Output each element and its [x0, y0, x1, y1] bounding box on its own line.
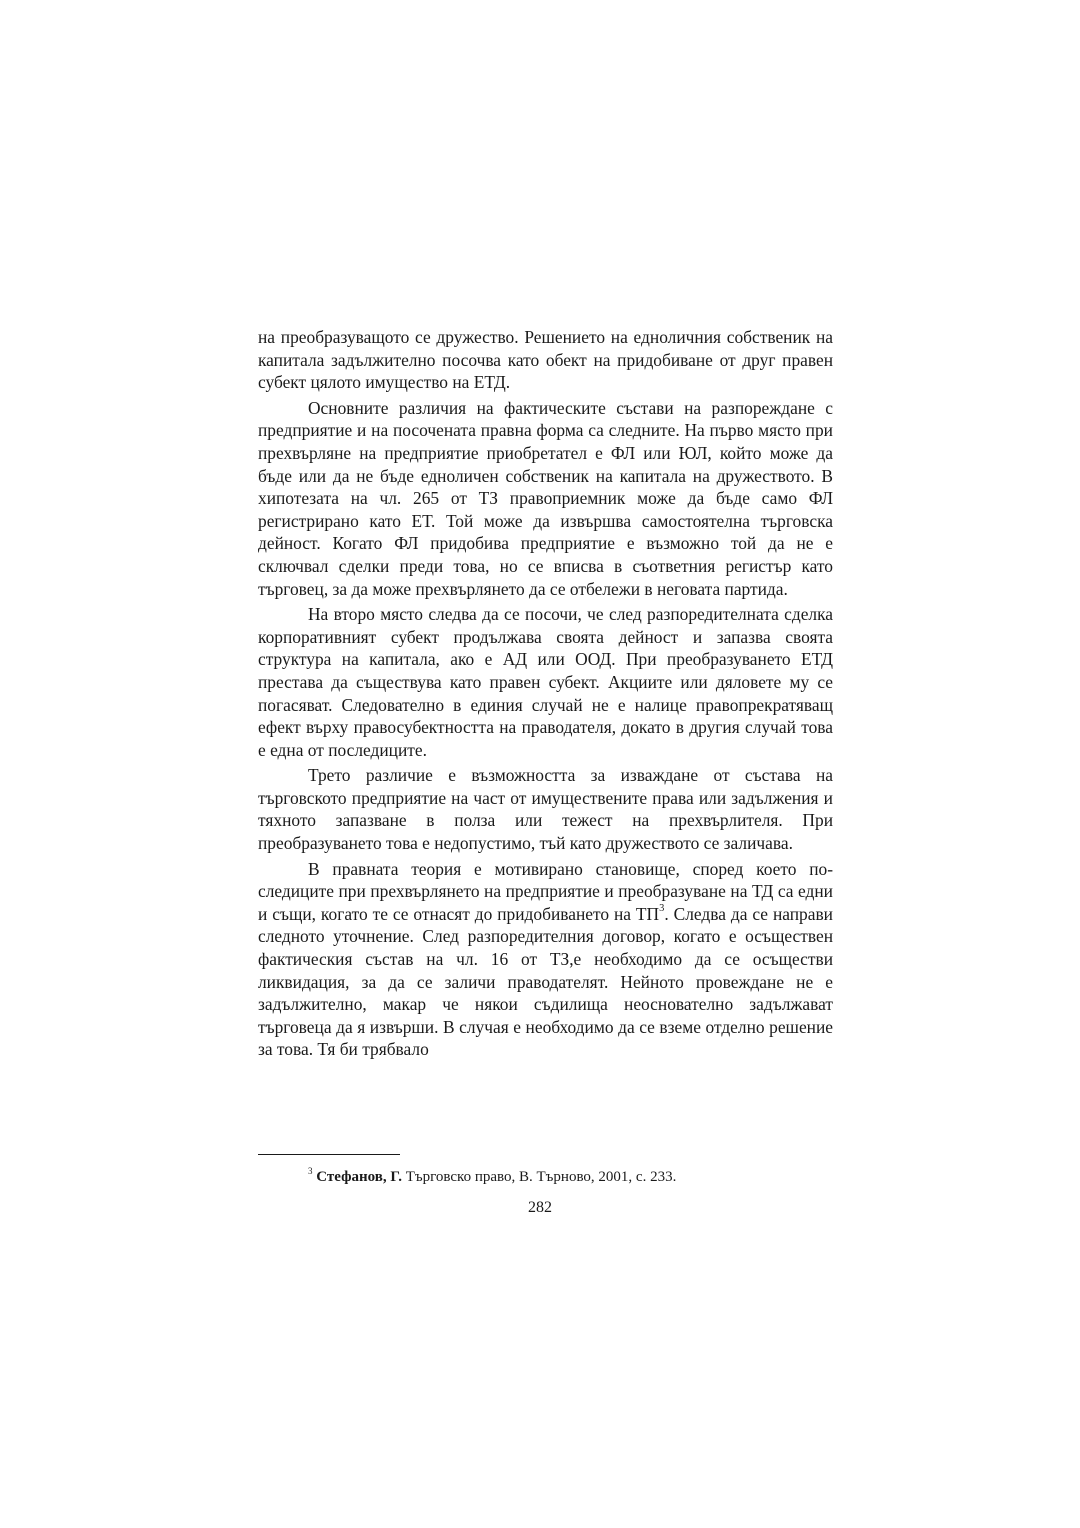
paragraph-5-text-start: В правната теория е мотивирано становище, според което последиците при прехвърлянето на предприятие и преобразуване на ТД са едни и същи, когато те се отнасят до придобиването на ТП	[258, 858, 833, 924]
footnote	[308, 1167, 868, 1187]
page-number: 282	[528, 1199, 552, 1216]
footnote-separator	[258, 1154, 400, 1155]
body-text	[258, 326, 833, 1061]
footnote-citation: Търговско право, В. Търново, 2001, с. 233.	[401, 1169, 677, 1185]
paragraph-3: На второ място следва да се посочи, че след разпоредителната сделка корпоративният субект продължава своята дейност и запазва своята структура на капитала, ако е АД или ООД. При преобразуването ЕТД престава да съществува като правен субект. Акциите или дяловете му се погасяват. Следователно в единия случай не е налице правопрекратяващ ефект върху правосубектността на праводателя, докато в другия случай това е една от последиците.	[258, 604, 833, 760]
footnote-number: 3	[308, 1165, 313, 1176]
paragraph-1: на преобразуващото се дружество. Решението на едноличния собственик на капитала задължително посочва като обект на придобиване от друг правен субект цялото имущество на ЕТД.	[258, 327, 833, 393]
paragraph-4: Трето различие е възможността за изваждане от състава на търговското предприятие на част от имуществените права или задължения и тяхното запазване в полза или тежест на прехвърлителя. При преобразуването това е недопустимо, тъй като дружеството се заличава.	[258, 765, 833, 854]
paragraph-2: Основните различия на фактическите състави на разпореждане с предприятие и на посочената правна форма са следните. На първо място при прехвърляне на предприятие приобретател е ФЛ или ЮЛ, който може да бъде или да не бъде едноличен собственик на капитала на дружеството. В хипотезата на чл. 265 от ТЗ правоприемник може да бъде само ФЛ регистрирано като ЕТ. Той може да извършва самостоятелна търговска дейност. Когато ФЛ придобива предприятие е възможно той да не е сключвал сделки преди това, но се вписва в съответния регистър като търговец, за да може прехвърлянето да се отбележи в неговата партида.	[258, 397, 833, 599]
footnote-author: Стефанов, Г.	[316, 1169, 402, 1185]
paragraph-5-text-end: . Следва да се направи следното уточнение. След разпоредителния договор, когато е осъществен фактическия състав на чл. 16 от ТЗ,е необходимо да се осъществи ликвидация, за да се заличи праводателят. Нейното провеждане не е задължително, макар че някои съдилища неоснователно задължават търговеца да я извърши. В случая е необходимо да се вземе отделно решение за това. Тя би трябвало	[258, 903, 833, 1060]
footnote-reference[interactable]: 3	[659, 903, 665, 915]
paragraph-5	[258, 858, 833, 1061]
